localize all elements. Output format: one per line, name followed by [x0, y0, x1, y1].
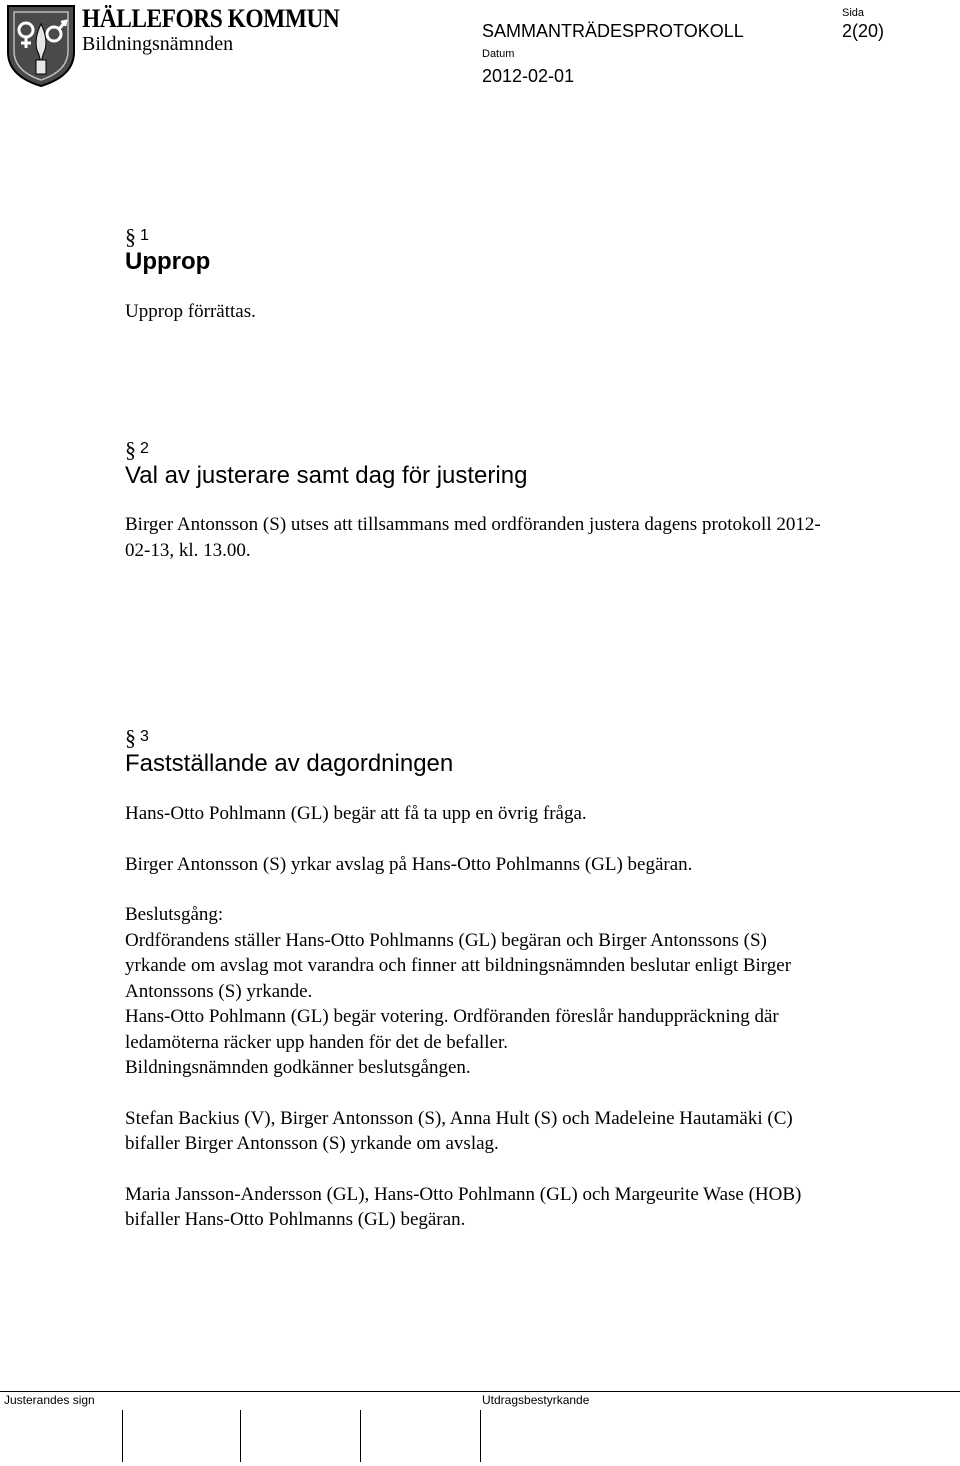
signature-box-divider — [122, 1410, 123, 1462]
organization-name: HÄLLEFORS KOMMUN — [82, 4, 340, 33]
paragraph: Bildningsnämnden godkänner beslutsgången. — [125, 1057, 471, 1078]
signature-box-divider — [360, 1410, 361, 1462]
paragraph: Birger Antonsson (S) utses att tillsammans med ordföranden justera dagens protokoll 2012-02-13, kl. 13.00. — [125, 514, 821, 561]
date-value: 2012-02-01 — [482, 66, 575, 86]
paragraph: Maria Jansson-Andersson (GL), Hans-Otto Pohlmann (GL) och Margeurite Wase (HOB) bifaller Hans-Otto Pohlmanns (GL) begäran. — [125, 1183, 802, 1230]
section-number — [125, 220, 149, 249]
paragraph: Stefan Backius (V), Birger Antonsson (S), Anna Hult (S) och Madeleine Hautamäki (C) bifaller Birger Antonsson (S) yrkande om avslag. — [125, 1107, 793, 1154]
section-sign-icon: § — [125, 725, 136, 750]
page-number: 2(20) — [842, 21, 885, 41]
section-number-value: 2 — [140, 440, 149, 457]
extract-certification-label: Utdragsbestyrkande — [482, 1393, 590, 1407]
section-body — [125, 512, 825, 563]
section-number — [125, 721, 149, 750]
signature-label: Justerandes sign — [4, 1393, 95, 1407]
department-name: Bildningsnämnden — [82, 33, 234, 55]
section-body — [125, 299, 825, 325]
paragraph: Upprop förrättas. — [125, 301, 256, 322]
page-label: Sida — [842, 7, 865, 19]
paragraph: Ordförandens ställer Hans-Otto Pohlmanns (GL) begäran och Birger Antonssons (S) yrkande om avslag mot varandra och finner att bildningsnämnden beslutar enligt Birger Antonssons (S) yrkande. — [125, 929, 792, 1002]
section-sign-icon: § — [125, 224, 136, 249]
signature-box-divider — [480, 1410, 481, 1462]
paragraph: Birger Antonsson (S) yrkar avslag på Hans-Otto Pohlmanns (GL) begäran. — [125, 853, 693, 875]
footer-divider — [0, 1391, 960, 1392]
signature-box-divider — [240, 1410, 241, 1462]
section-number — [125, 433, 149, 462]
section-title: Fastställande av dagordningen — [125, 750, 454, 777]
coat-of-arms-icon — [6, 4, 76, 88]
date-label: Datum — [482, 48, 515, 60]
document-type: SAMMANTRÄDESPROTOKOLL — [482, 21, 744, 41]
section-sign-icon: § — [125, 437, 136, 462]
paragraph: Hans-Otto Pohlmann (GL) begär votering. Ordföranden föreslår handuppräckning där ledamöterna räcker upp handen för det de befaller. — [125, 1006, 779, 1053]
paragraph: Hans-Otto Pohlmann (GL) begär att få ta upp en övrig fråga. — [125, 803, 587, 824]
paragraph: Beslutsgång: — [125, 904, 224, 925]
section-number-value: 3 — [140, 728, 149, 745]
section-body — [125, 801, 825, 1233]
section-title: Val av justerare samt dag för justering — [125, 462, 528, 489]
section-title: Upprop — [125, 248, 211, 275]
section-number-value: 1 — [140, 227, 149, 244]
